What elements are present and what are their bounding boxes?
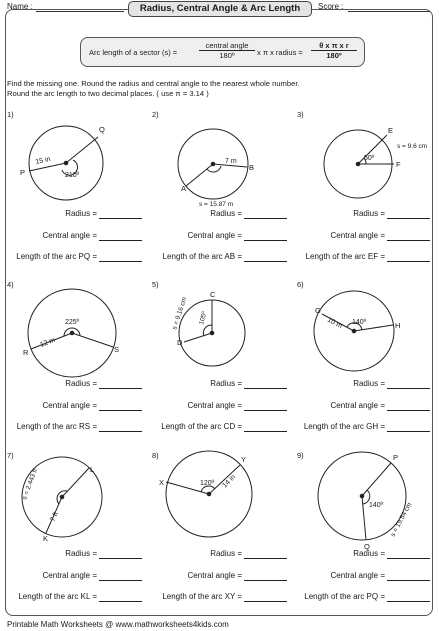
formula-fraction-2-numerator: θ x π x r xyxy=(311,41,357,51)
answer-blank-arc-3[interactable] xyxy=(387,261,430,262)
problem-4-point-1: R xyxy=(23,348,29,357)
worksheet-title: Radius, Central Angle & Arc Length xyxy=(128,1,312,17)
arc-label-4: Length of the arc RS = xyxy=(16,422,97,431)
problem-number-5: 5) xyxy=(152,280,159,289)
problem-6-radius: 10 m xyxy=(326,316,344,331)
central-angle-label-2: Central angle = xyxy=(187,231,242,240)
central-angle-label-6: Central angle = xyxy=(330,401,385,410)
answer-blank-radius-6[interactable] xyxy=(387,388,430,389)
answer-blank-angle-7[interactable] xyxy=(99,580,142,581)
problem-number-8: 8) xyxy=(152,451,159,460)
arc-label-3: Length of the arc EF = xyxy=(305,252,385,261)
formula-lhs: Arc length of a sector (s) = xyxy=(89,48,178,57)
central-angle-label-5: Central angle = xyxy=(187,401,242,410)
central-angle-label-8: Central angle = xyxy=(187,571,242,580)
circle-diagram-4 xyxy=(28,289,116,377)
formula-fraction-2-denominator: 180º xyxy=(326,51,342,60)
problem-6-point-1: G xyxy=(315,306,321,315)
footer-credit[interactable]: Printable Math Worksheets @ www.mathworksheets4kids.com xyxy=(7,620,229,629)
answer-blank-radius-4[interactable] xyxy=(99,388,142,389)
instruction-line-1: Find the missing one. Round the radius and central angle to the nearest whole number. xyxy=(7,79,300,88)
radius-label-9: Radius = xyxy=(353,549,385,558)
problem-9-point-1: P xyxy=(393,453,399,462)
answer-blank-angle-5[interactable] xyxy=(244,410,287,411)
problem-number-4: 4) xyxy=(7,280,14,289)
answer-blank-arc-6[interactable] xyxy=(387,431,430,432)
name-label: Name : xyxy=(7,2,33,11)
problem-8-point-2: Y xyxy=(241,455,247,464)
problem-5-angle: 105º xyxy=(198,310,209,326)
radius-label-8: Radius = xyxy=(210,549,242,558)
problem-7-arc: s = 2.443 ft xyxy=(21,467,39,501)
problem-number-2: 2) xyxy=(152,110,159,119)
circle-diagram-2 xyxy=(178,129,248,199)
radius-label-4: Radius = xyxy=(65,379,97,388)
formula-fraction-1-numerator: central angle xyxy=(199,41,255,51)
arc-label-7: Length of the arc KL = xyxy=(18,592,97,601)
problem-2-arc: s = 15.87 m xyxy=(199,201,234,208)
problem-3-point-2: F xyxy=(396,160,401,169)
formula-mid: x π x radius = xyxy=(257,48,303,57)
answer-blank-radius-1[interactable] xyxy=(99,218,142,219)
problem-2-point-2: B xyxy=(249,163,255,172)
problem-5-arc: s = 9.16 cm xyxy=(171,296,189,331)
problem-8-radius: 14 in xyxy=(221,473,238,490)
problem-2-radius: 7 m xyxy=(225,158,237,165)
instruction-line-2: Round the arc length to two decimal places. ( use π = 3.14 ) xyxy=(7,89,209,98)
central-angle-label-3: Central angle = xyxy=(330,231,385,240)
answer-blank-angle-2[interactable] xyxy=(244,240,287,241)
problem-4-angle: 225º xyxy=(65,319,80,326)
arc-label-1: Length of the arc PQ = xyxy=(16,252,97,261)
problem-1-point-2: Q xyxy=(99,125,105,134)
circle-diagram-5 xyxy=(179,300,245,366)
problem-4-radius: 12 m xyxy=(39,336,57,349)
score-label: Score : xyxy=(318,2,344,11)
problem-8-angle: 120º xyxy=(200,480,215,487)
problem-3-arc: s = 9.6 cm xyxy=(397,143,428,150)
problem-9-arc: s = 19.54 cm xyxy=(389,501,414,538)
answer-blank-radius-8[interactable] xyxy=(244,558,287,559)
problem-3-point-1: E xyxy=(388,126,394,135)
central-angle-label-7: Central angle = xyxy=(42,571,97,580)
circle-diagram-6 xyxy=(314,291,394,371)
problem-6-point-2: H xyxy=(395,321,401,330)
problem-number-6: 6) xyxy=(297,280,304,289)
problem-5-point-1: C xyxy=(210,290,216,299)
radius-label-5: Radius = xyxy=(210,379,242,388)
problem-7-point-2: L xyxy=(90,465,95,474)
answer-blank-angle-9[interactable] xyxy=(387,580,430,581)
answer-blank-arc-4[interactable] xyxy=(99,431,142,432)
answer-blank-arc-9[interactable] xyxy=(387,601,430,602)
problem-7-point-1: K xyxy=(43,534,49,543)
answer-blank-arc-1[interactable] xyxy=(99,261,142,262)
problem-4-point-2: S xyxy=(114,345,120,354)
problem-6-angle: 140º xyxy=(352,319,367,326)
central-angle-label-9: Central angle = xyxy=(330,571,385,580)
problem-7-radius: 7 ft xyxy=(49,511,60,523)
problem-5-point-2: D xyxy=(177,338,183,347)
radius-label-6: Radius = xyxy=(353,379,385,388)
arc-label-5: Length of the arc CD = xyxy=(161,422,242,431)
problem-1-radius: 15 in xyxy=(34,155,52,166)
problem-9-point-2: Q xyxy=(364,542,370,551)
problem-9-angle: 140º xyxy=(369,502,384,509)
radius-label-1: Radius = xyxy=(65,209,97,218)
radius-label-2: Radius = xyxy=(210,209,242,218)
answer-blank-radius-3[interactable] xyxy=(387,218,430,219)
problem-3-angle: 50º xyxy=(364,155,375,162)
formula-fraction-1-denominator: 180º xyxy=(219,51,235,60)
answer-blank-radius-7[interactable] xyxy=(99,558,142,559)
problem-number-1: 1) xyxy=(7,110,14,119)
problem-number-7: 7) xyxy=(7,451,14,460)
answer-blank-angle-4[interactable] xyxy=(99,410,142,411)
answer-blank-angle-1[interactable] xyxy=(99,240,142,241)
radius-label-7: Radius = xyxy=(65,549,97,558)
problem-number-3: 3) xyxy=(297,110,304,119)
central-angle-label-4: Central angle = xyxy=(42,401,97,410)
answer-blank-radius-9[interactable] xyxy=(387,558,430,559)
answer-blank-arc-2[interactable] xyxy=(244,261,287,262)
answer-blank-angle-6[interactable] xyxy=(387,410,430,411)
problem-2-point-1: A xyxy=(181,184,187,193)
answer-blank-radius-5[interactable] xyxy=(244,388,287,389)
circle-diagram-8 xyxy=(166,451,252,537)
problem-1-point-1: P xyxy=(20,168,26,177)
arc-label-2: Length of the arc AB = xyxy=(162,252,242,261)
answer-blank-radius-2[interactable] xyxy=(244,218,287,219)
arc-label-9: Length of the arc PQ = xyxy=(304,592,385,601)
answer-blank-arc-7[interactable] xyxy=(99,601,142,602)
problem-8-point-1: X xyxy=(159,478,165,487)
radius-label-3: Radius = xyxy=(353,209,385,218)
problem-number-9: 9) xyxy=(297,451,304,460)
answer-blank-angle-8[interactable] xyxy=(244,580,287,581)
arc-label-6: Length of the arc GH = xyxy=(303,422,385,431)
answer-blank-arc-5[interactable] xyxy=(244,431,287,432)
problem-1-angle: 210º xyxy=(65,172,80,179)
answer-blank-angle-3[interactable] xyxy=(387,240,430,241)
central-angle-label-1: Central angle = xyxy=(42,231,97,240)
answer-blank-arc-8[interactable] xyxy=(244,601,287,602)
circle-diagram-3 xyxy=(324,130,394,198)
arc-label-8: Length of the arc XY = xyxy=(162,592,242,601)
